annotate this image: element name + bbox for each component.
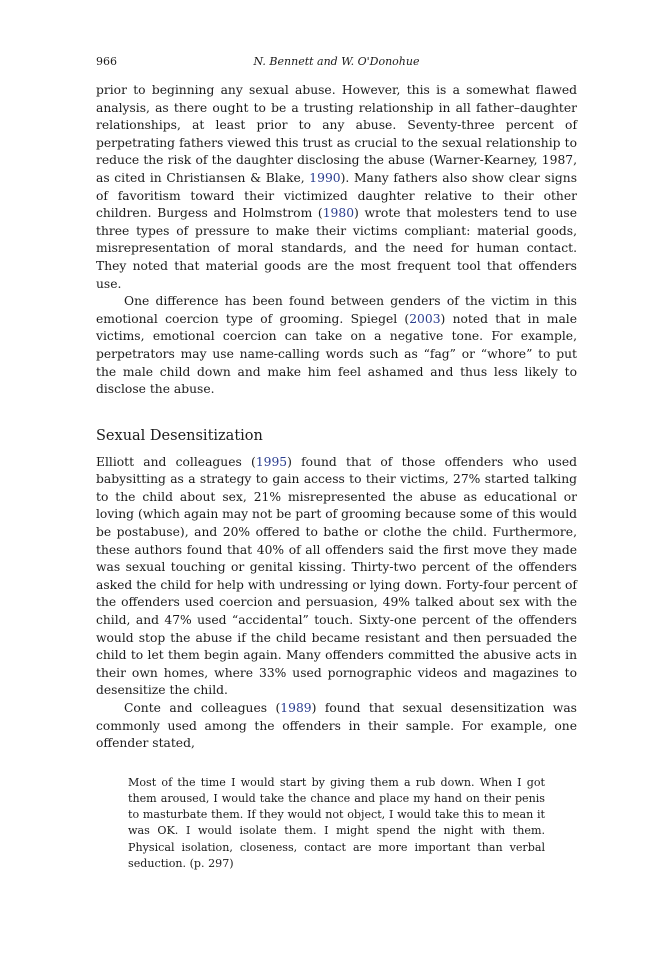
citation-link[interactable]: 1990: [309, 170, 341, 185]
paragraph-3: Elliott and colleagues (1995) found that of those offenders who used babysitting as a strategy to gain access to their victims, 27% started talking to the child about sex, 21% misrepresented the abuse as educational or loving (which again may not be part of grooming because some of this would be postabuse), and 20% offered to bathe or clothe the child. Furthermore, these authors found that 40% of all offenders said the first move they made was sexual touching or genital kissing. Thirty-two percent of the offenders asked the child for help with undressing or lying down. Forty-four percent of the offenders used coercion and persuasion, 49% talked about sex with the child, and 47% used “accidental” touch. Sixty-one percent of the offenders would stop the abuse if the child became resistant and then persuaded the child to let them begin again. Many offenders committed the abusive acts in their own homes, where 33% used pornographic videos and magazines to desensitize the child.: [96, 454, 577, 698]
citation-link[interactable]: 1995: [255, 454, 288, 469]
running-title: N. Bennett and W. O'Donohue: [253, 55, 420, 68]
section-heading: Sexual Desensitization: [96, 427, 263, 444]
paragraph-2: One difference has been found between genders of the victim in this emotional coercion type of grooming. Spiegel (2003) noted that in male victims, emotional coercion can take on a negative tone. For example, perpetrators may use name-calling words such as “fag” or “whore” to put the male child down and make him feel ashamed and thus less likely to disclose the abuse.: [96, 294, 577, 397]
block-quote: Most of the time I would start by giving them a rub down. When I got them aroused, I would take the chance and place my hand on their penis to masturbate them. If they would not object, I would take this to mean it was OK. I would isolate them. I might spend the night with them. Physical isolation, closeness, contact are more important than verbal seduction. (p. 297): [128, 775, 545, 870]
citation-link[interactable]: 1980: [322, 206, 355, 221]
citation-link[interactable]: 1989: [280, 701, 312, 715]
page-header: [96, 54, 577, 70]
paragraph-1: prior to beginning any sexual abuse. However, this is a somewhat flawed analysis, as there ought to be a trusting relationship in all father–daughter relationships, at least prior to any abuse. Seventy-three percent of perpetrating fathers viewed this trust as crucial to the sexual relationship to reduce the risk of the daughter disclosing the abuse (Warner-Kearney, 1987, as cited in Christiansen & Blake, 1990). Many fathers also show clear signs of favoritism toward their victimized daughter relative to their other children. Burgess and Holmstrom (1980) wrote that molesters tend to use three types of pressure to make their victims compliant: material goods, misrepresentation of moral standards, and the need for human contact. They noted that material goods are the most frequent tool that offenders use.: [96, 83, 578, 291]
article-body: [96, 82, 577, 872]
page-number: 966: [96, 55, 117, 68]
citation-link[interactable]: 2003: [409, 311, 441, 326]
paragraph-4: Conte and colleagues (1989) found that sexual desensitization was commonly used among the offenders in their sample. For example, one offender stated,: [96, 701, 577, 751]
